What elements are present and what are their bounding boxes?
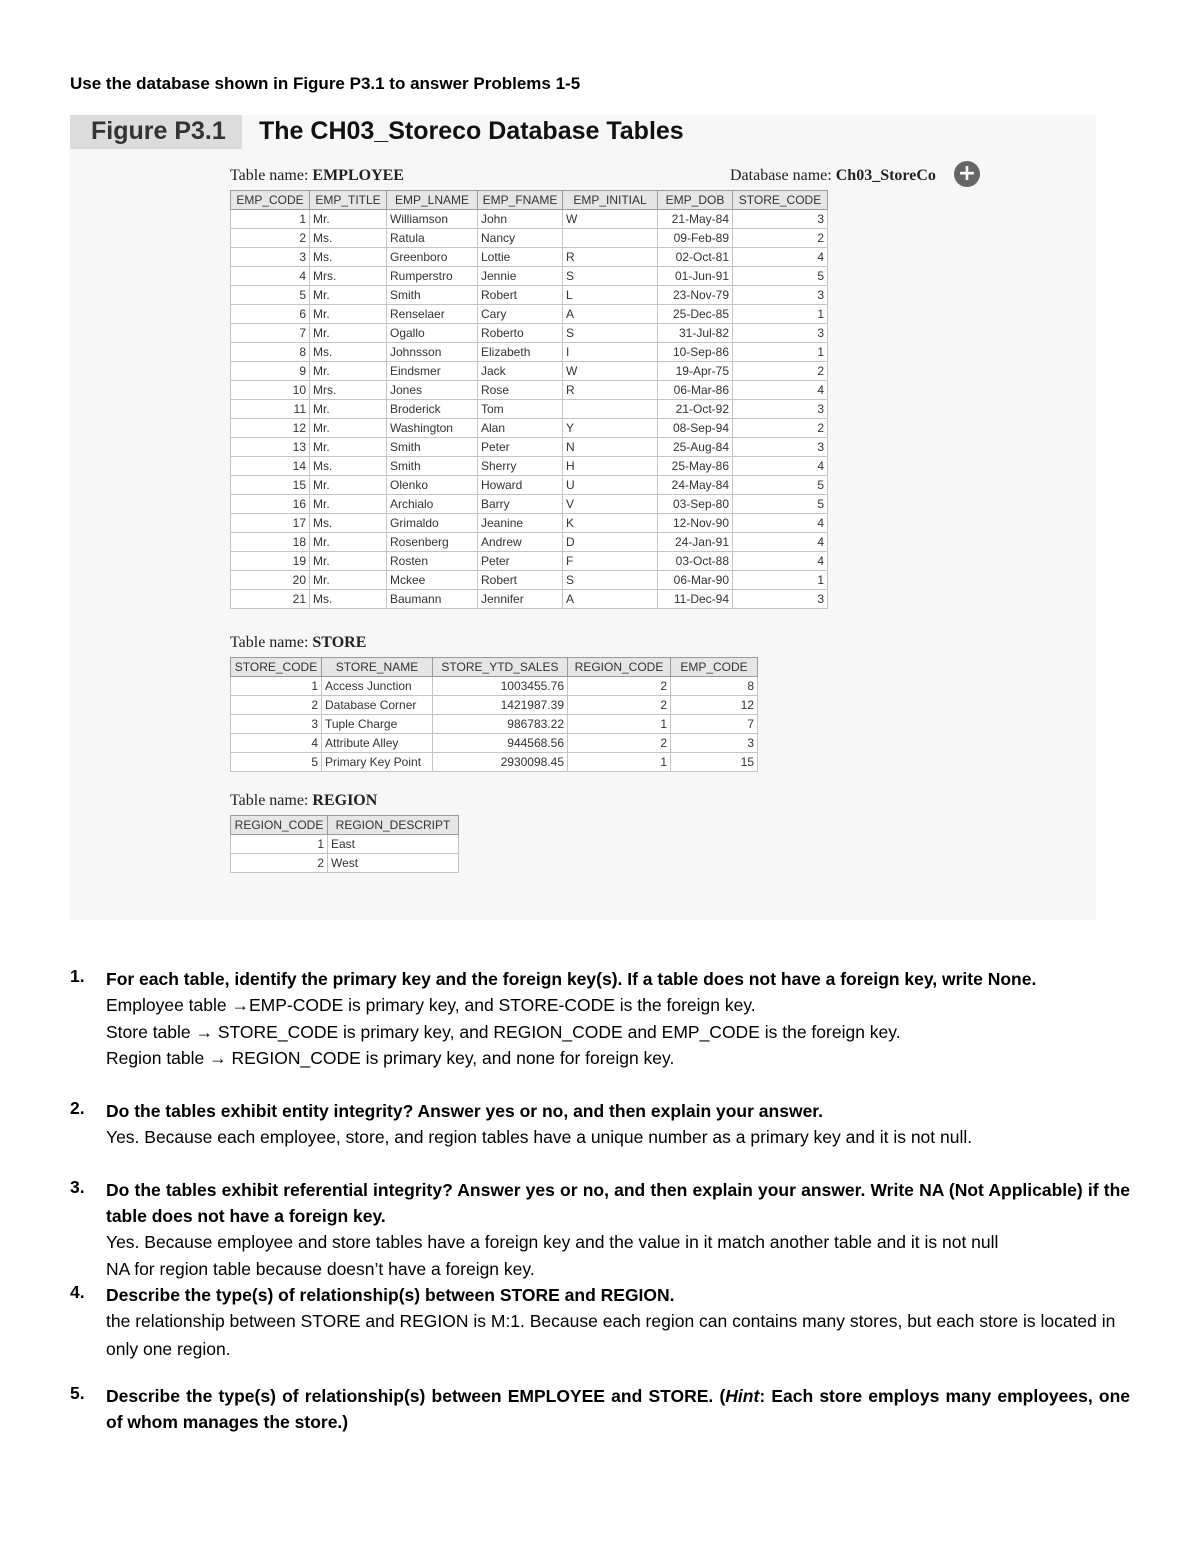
table-cell: Robert	[478, 571, 563, 590]
table-cell: H	[563, 457, 658, 476]
table-cell: 11	[231, 400, 310, 419]
table-cell: Howard	[478, 476, 563, 495]
table-row	[231, 438, 828, 457]
table-cell: Johnsson	[387, 343, 478, 362]
store-table-caption	[230, 634, 366, 652]
table-cell: Jennie	[478, 267, 563, 286]
table-cell: Olenko	[387, 476, 478, 495]
table-cell: Smith	[387, 286, 478, 305]
question-5	[70, 1383, 1130, 1435]
table-cell: 8	[231, 343, 310, 362]
table-cell: Mrs.	[310, 267, 387, 286]
table-cell: 12	[671, 696, 758, 715]
table-cell: 7	[231, 324, 310, 343]
table-cell: Lottie	[478, 248, 563, 267]
figure-label: Figure P3.1	[70, 115, 242, 149]
table-cell: Rumperstro	[387, 267, 478, 286]
question-text-part: Describe the type(s) of relationship(s) between EMPLOYEE and STORE. (	[106, 1386, 726, 1406]
column-header: REGION_DESCRIPT	[328, 816, 459, 835]
table-row	[231, 571, 828, 590]
table-cell: 4	[231, 267, 310, 286]
employee-table-caption	[230, 167, 404, 185]
column-header: EMP_DOB	[658, 191, 733, 210]
table-row	[231, 343, 828, 362]
table-cell: 25-Dec-85	[658, 305, 733, 324]
table-cell: Roberto	[478, 324, 563, 343]
table-cell: Access Junction	[322, 677, 433, 696]
table-cell: 7	[671, 715, 758, 734]
table-row	[231, 753, 758, 772]
table-cell: Mr.	[310, 495, 387, 514]
column-header: STORE_YTD_SALES	[433, 658, 568, 677]
table-cell: 4	[733, 457, 828, 476]
table-cell: Robert	[478, 286, 563, 305]
table-cell: Nancy	[478, 229, 563, 248]
table-cell: John	[478, 210, 563, 229]
region-table-caption	[230, 792, 377, 810]
table-cell: Mr.	[310, 571, 387, 590]
column-header: EMP_INITIAL	[563, 191, 658, 210]
table-cell: 2	[568, 696, 671, 715]
table-cell: W	[563, 362, 658, 381]
column-header: EMP_CODE	[231, 191, 310, 210]
table-cell: Peter	[478, 552, 563, 571]
table-cell: 3	[733, 286, 828, 305]
table-row	[231, 324, 828, 343]
table-row	[231, 400, 828, 419]
table-cell: Greenboro	[387, 248, 478, 267]
table-cell: 6	[231, 305, 310, 324]
table-cell: 1	[733, 343, 828, 362]
answer-line: NA for region table because doesn’t have a foreign key.	[106, 1258, 535, 1279]
table-row	[231, 677, 758, 696]
table-cell: Ms.	[310, 229, 387, 248]
table-cell: Rosten	[387, 552, 478, 571]
table-cell: 06-Mar-90	[658, 571, 733, 590]
table-cell: Jones	[387, 381, 478, 400]
table-cell: 2	[231, 854, 328, 873]
table-cell: 3	[733, 590, 828, 609]
plus-icon[interactable]: +	[954, 161, 980, 187]
table-cell: 5	[231, 753, 322, 772]
table-cell: 2	[568, 734, 671, 753]
table-cell: 3	[733, 438, 828, 457]
table-row	[231, 835, 459, 854]
question-number: 3.	[70, 1177, 85, 1197]
question-text: Do the tables exhibit entity integrity? Answer yes or no, and then explain your answer.	[106, 1100, 824, 1121]
table-cell: R	[563, 248, 658, 267]
table-cell: 11-Dec-94	[658, 590, 733, 609]
table-cell: 3	[733, 400, 828, 419]
table-cell	[563, 400, 658, 419]
table-cell: Cary	[478, 305, 563, 324]
table-cell: Mr.	[310, 400, 387, 419]
table-cell: Smith	[387, 457, 478, 476]
answer-line: Store table → STORE_CODE is primary key, and REGION_CODE and EMP_CODE is the foreign key.	[106, 1021, 901, 1042]
table-cell: 03-Sep-80	[658, 495, 733, 514]
table-cell: 25-Aug-84	[658, 438, 733, 457]
column-header: EMP_CODE	[671, 658, 758, 677]
table-row	[231, 715, 758, 734]
table-name-prefix: Table name:	[230, 792, 313, 809]
table-row	[231, 696, 758, 715]
table-cell: 08-Sep-94	[658, 419, 733, 438]
table-cell: Rose	[478, 381, 563, 400]
table-cell: 9	[231, 362, 310, 381]
table-cell: Peter	[478, 438, 563, 457]
table-cell: F	[563, 552, 658, 571]
table-row	[231, 854, 459, 873]
table-cell: Mr.	[310, 552, 387, 571]
table-cell: 1	[733, 571, 828, 590]
table-cell: 2	[733, 419, 828, 438]
figure-panel	[70, 115, 1096, 920]
column-header: REGION_CODE	[231, 816, 328, 835]
table-cell: Ms.	[310, 343, 387, 362]
table-row	[231, 362, 828, 381]
table-cell: 13	[231, 438, 310, 457]
column-header: STORE_NAME	[322, 658, 433, 677]
table-cell: 5	[733, 476, 828, 495]
table-row	[231, 476, 828, 495]
table-cell: 14	[231, 457, 310, 476]
table-cell: Washington	[387, 419, 478, 438]
table-row	[231, 419, 828, 438]
table-cell: 1	[231, 677, 322, 696]
table-cell: 15	[231, 476, 310, 495]
table-row	[231, 286, 828, 305]
table-cell: 1	[568, 753, 671, 772]
table-cell: Mrs.	[310, 381, 387, 400]
table-cell: 2	[568, 677, 671, 696]
table-cell: 25-May-86	[658, 457, 733, 476]
table-cell: 3	[231, 715, 322, 734]
table-cell: 3	[733, 210, 828, 229]
question-3	[70, 1177, 1130, 1282]
table-cell: 5	[733, 495, 828, 514]
table-cell: S	[563, 324, 658, 343]
table-cell: Andrew	[478, 533, 563, 552]
answer-line: Region table → REGION_CODE is primary key, and none for foreign key.	[106, 1048, 675, 1068]
table-row	[231, 533, 828, 552]
table-cell: Ms.	[310, 514, 387, 533]
table-cell: Barry	[478, 495, 563, 514]
table-row	[231, 305, 828, 324]
table-cell: 4	[733, 514, 828, 533]
table-cell: 21-Oct-92	[658, 400, 733, 419]
table-cell: 19	[231, 552, 310, 571]
table-cell: 06-Mar-86	[658, 381, 733, 400]
column-header: EMP_TITLE	[310, 191, 387, 210]
table-cell: 15	[671, 753, 758, 772]
question-text: For each table, identify the primary key and the foreign key(s). If a table does not have a foreign key, write None.	[106, 969, 1037, 989]
table-row	[231, 210, 828, 229]
table-cell: East	[328, 835, 459, 854]
table-cell: 21	[231, 590, 310, 609]
table-row	[231, 457, 828, 476]
database-name-prefix: Database name:	[730, 167, 836, 184]
table-cell: 12	[231, 419, 310, 438]
table-cell: Rosenberg	[387, 533, 478, 552]
table-cell: Broderick	[387, 400, 478, 419]
table-cell: 23-Nov-79	[658, 286, 733, 305]
table-row	[231, 590, 828, 609]
table-cell: 01-Jun-91	[658, 267, 733, 286]
table-cell: 24-Jan-91	[658, 533, 733, 552]
table-cell: 17	[231, 514, 310, 533]
table-cell: 5	[733, 267, 828, 286]
question-1	[70, 966, 1130, 1072]
table-row	[231, 381, 828, 400]
table-cell: Y	[563, 419, 658, 438]
question-number: 1.	[70, 966, 85, 986]
table-cell: 24-May-84	[658, 476, 733, 495]
column-header: REGION_CODE	[568, 658, 671, 677]
table-cell: R	[563, 381, 658, 400]
table-cell: Ratula	[387, 229, 478, 248]
table-cell: 18	[231, 533, 310, 552]
table-cell: D	[563, 533, 658, 552]
table-cell: Mr.	[310, 438, 387, 457]
table-cell: W	[563, 210, 658, 229]
database-name	[730, 167, 936, 185]
question-4	[70, 1282, 1130, 1363]
table-cell: K	[563, 514, 658, 533]
table-cell: 1	[231, 835, 328, 854]
employee-table-name: EMPLOYEE	[312, 167, 404, 184]
table-cell	[563, 229, 658, 248]
table-cell: A	[563, 590, 658, 609]
table-cell: 1	[231, 210, 310, 229]
column-header: STORE_CODE	[231, 658, 322, 677]
table-cell: 1	[733, 305, 828, 324]
database-name-value: Ch03_StoreCo	[835, 167, 936, 184]
table-cell: Mr.	[310, 533, 387, 552]
table-cell: Database Corner	[322, 696, 433, 715]
column-header: EMP_FNAME	[478, 191, 563, 210]
table-cell: 2	[733, 362, 828, 381]
table-row	[231, 514, 828, 533]
table-cell: 03-Oct-88	[658, 552, 733, 571]
table-cell: Mr.	[310, 419, 387, 438]
table-row	[231, 229, 828, 248]
table-cell: Smith	[387, 438, 478, 457]
table-cell: 2	[231, 229, 310, 248]
column-header: STORE_CODE	[733, 191, 828, 210]
table-cell: Mr.	[310, 305, 387, 324]
questions	[70, 966, 1130, 1435]
table-cell: Ms.	[310, 457, 387, 476]
table-cell: S	[563, 571, 658, 590]
hint-label: Hint	[725, 1386, 760, 1406]
table-cell: Renselaer	[387, 305, 478, 324]
table-row	[231, 267, 828, 286]
table-row	[231, 734, 758, 753]
table-cell: Mr.	[310, 362, 387, 381]
table-cell: 12-Nov-90	[658, 514, 733, 533]
table-cell: Ms.	[310, 590, 387, 609]
table-cell: Ms.	[310, 248, 387, 267]
table-cell: 2930098.45	[433, 753, 568, 772]
table-cell: V	[563, 495, 658, 514]
question-text	[106, 1383, 1130, 1435]
employee-table	[230, 190, 828, 609]
table-cell: Ogallo	[387, 324, 478, 343]
table-name-prefix: Table name:	[230, 167, 313, 184]
table-cell: 21-May-84	[658, 210, 733, 229]
table-row	[231, 495, 828, 514]
answer-line: the relationship between STORE and REGION is M:1. Because each region can contains many stores, but each store is located in only one region.	[106, 1311, 1116, 1359]
table-cell: 10	[231, 381, 310, 400]
table-cell: Tom	[478, 400, 563, 419]
store-table-name: STORE	[312, 634, 367, 651]
table-cell: Alan	[478, 419, 563, 438]
table-cell: 3	[733, 324, 828, 343]
table-cell: Attribute Alley	[322, 734, 433, 753]
table-cell: 2	[733, 229, 828, 248]
table-cell: 2	[231, 696, 322, 715]
table-cell: Mckee	[387, 571, 478, 590]
store-table	[230, 657, 758, 772]
table-cell: L	[563, 286, 658, 305]
region-table	[230, 815, 459, 873]
table-cell: Mr.	[310, 476, 387, 495]
table-cell: 09-Feb-89	[658, 229, 733, 248]
answer-line: Yes. Because employee and store tables have a foreign key and the value in it match another table and it is not null	[106, 1232, 999, 1252]
table-cell: 4	[733, 248, 828, 267]
table-cell: 20	[231, 571, 310, 590]
question-text: Do the tables exhibit referential integrity? Answer yes or no, and then explain your answer. Write NA (Not Applicable) if the table does not have a foreign key.	[106, 1180, 1130, 1226]
table-cell: Jeanine	[478, 514, 563, 533]
intro-text: Use the database shown in Figure P3.1 to answer Problems 1-5	[70, 74, 581, 93]
table-cell: Eindsmer	[387, 362, 478, 381]
table-cell: Elizabeth	[478, 343, 563, 362]
table-cell: 5	[231, 286, 310, 305]
table-cell: 3	[231, 248, 310, 267]
table-cell: 944568.56	[433, 734, 568, 753]
table-cell: 1003455.76	[433, 677, 568, 696]
table-cell: A	[563, 305, 658, 324]
table-cell: Primary Key Point	[322, 753, 433, 772]
table-cell: Archialo	[387, 495, 478, 514]
table-cell: 1	[568, 715, 671, 734]
question-text-part: : Each store employs many employees, one of whom manages the store.)	[106, 1386, 1130, 1432]
figure-title: The CH03_Storeco Database Tables	[259, 117, 684, 145]
table-cell: 4	[733, 552, 828, 571]
question-number: 5.	[70, 1383, 85, 1403]
table-cell: Baumann	[387, 590, 478, 609]
table-cell: West	[328, 854, 459, 873]
table-cell: Sherry	[478, 457, 563, 476]
table-cell: Mr.	[310, 210, 387, 229]
table-row	[231, 248, 828, 267]
table-cell: 3	[671, 734, 758, 753]
answer-line: Employee table →EMP-CODE is primary key, and STORE-CODE is the foreign key.	[106, 995, 756, 1015]
table-cell: 4	[733, 381, 828, 400]
table-cell: U	[563, 476, 658, 495]
column-header: EMP_LNAME	[387, 191, 478, 210]
table-cell: 19-Apr-75	[658, 362, 733, 381]
table-cell: 10-Sep-86	[658, 343, 733, 362]
table-cell: Williamson	[387, 210, 478, 229]
table-name-prefix: Table name:	[230, 634, 313, 651]
table-cell: 8	[671, 677, 758, 696]
table-cell: 1421987.39	[433, 696, 568, 715]
table-cell: Tuple Charge	[322, 715, 433, 734]
region-table-name: REGION	[312, 792, 378, 809]
table-cell: 31-Jul-82	[658, 324, 733, 343]
question-number: 2.	[70, 1097, 85, 1118]
table-cell: Jack	[478, 362, 563, 381]
table-cell: 4	[733, 533, 828, 552]
table-cell: Jennifer	[478, 590, 563, 609]
table-cell: Mr.	[310, 286, 387, 305]
table-row	[231, 552, 828, 571]
table-cell: 4	[231, 734, 322, 753]
table-cell: 986783.22	[433, 715, 568, 734]
table-cell: S	[563, 267, 658, 286]
table-cell: Mr.	[310, 324, 387, 343]
question-number: 4.	[70, 1282, 85, 1302]
table-cell: I	[563, 343, 658, 362]
question-2	[70, 1098, 1130, 1151]
table-cell: N	[563, 438, 658, 457]
table-cell: Grimaldo	[387, 514, 478, 533]
question-text: Describe the type(s) of relationship(s) between STORE and REGION.	[106, 1285, 675, 1305]
table-cell: 16	[231, 495, 310, 514]
table-cell: 02-Oct-81	[658, 248, 733, 267]
answer-line: Yes. Because each employee, store, and region tables have a unique number as a primary key and it is not null.	[106, 1126, 973, 1147]
